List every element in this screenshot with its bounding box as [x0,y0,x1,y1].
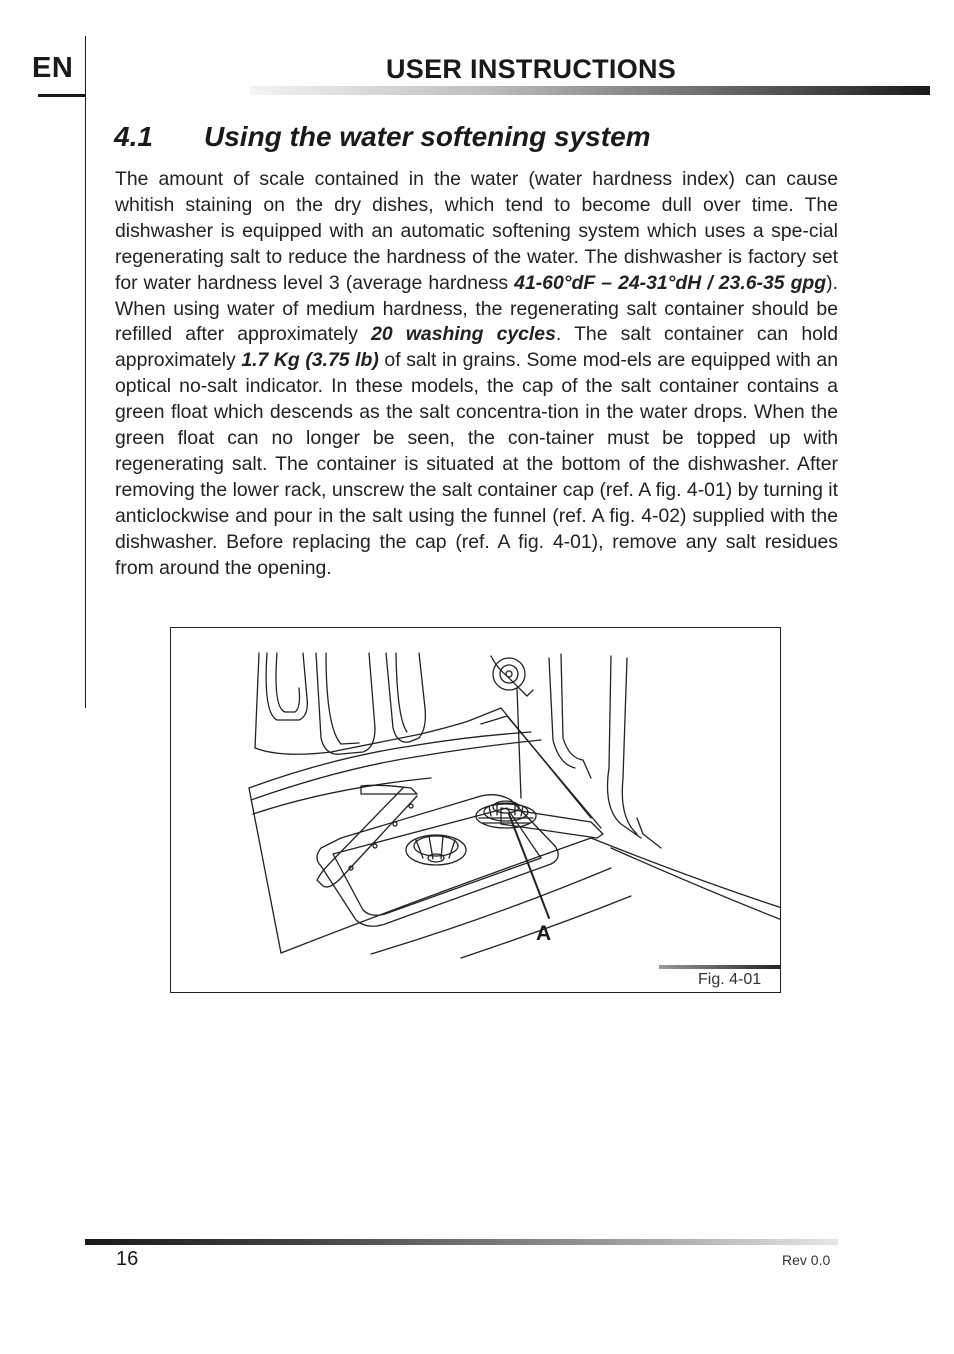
section-number: 4.1 [114,121,153,152]
callout-label-a: A [536,922,552,945]
body-run: ). When using water of medium hardness, the regenerating salt container should be refilled after approximately [115,271,838,346]
side-wall [481,716,601,828]
body-emphasis-hardness: 41-60°dF – 24-31°dH / 23.6-35 gpg [514,271,827,294]
detergent-knob [493,658,525,690]
margin-rule [85,36,86,708]
page-header-title: USER INSTRUCTIONS [386,54,677,84]
tub-left-edge [253,778,431,814]
rack-wire [316,653,375,754]
dishwasher-illustration [171,628,781,993]
section-heading [114,121,651,153]
revision-label: Rev 0.0 [782,1252,831,1268]
footer-gradient-bar [85,1239,838,1245]
filter-well [317,795,558,927]
header-gradient-bar [250,86,930,95]
figure-dishwasher-interior [170,627,781,993]
body-run: . The salt container can hold approximately [115,323,838,372]
door-lip [637,818,661,848]
door-edge [591,838,781,908]
page-number: 16 [116,1248,139,1270]
body-emphasis-cycles: 20 washing cycles [371,323,556,346]
body-paragraph [115,167,838,582]
tub-left-edge [249,788,281,953]
rack-wire [255,720,471,754]
side-wall [622,658,637,834]
rack-wire [396,653,407,732]
body-run: of salt in grains. Some mod-els are equipped with an optical no-salt indicator. In these models, the cap of the salt container contains a green float which descends as the salt concentra-tion in the water drops. When the green float can no longer be seen, the con-tainer must be topped up with regenerating salt. The container is situated at the bottom of the dishwasher. After removing the lower rack, unscrew the salt container cap (ref. A fig. 4-01) by turning it anticlockwise and pour in the salt using the funnel (ref. A fig. 4-02) supplied with the dishwasher. Before replacing the cap (ref. A fig. 4-01), remove any salt residues from around the opening. [115,349,838,579]
side-wall [561,654,591,778]
caption-bar [659,965,781,969]
rack-wire [326,653,359,744]
side-wall [471,708,591,818]
door-edge [611,848,781,920]
figure-caption: Fig. 4-01 [698,971,762,988]
spray-arm [317,788,417,887]
language-code: EN [32,52,74,84]
body-run: The amount of scale contained in the water (water hardness index) can cause whitish staining on the dry dishes, which tend to become dull over time. The dishwasher is equipped with an automatic softening system which uses a spe-cial regenerating salt to reduce the hardness of the water. The dishwasher is factory set for water hardness level 3 (average hardness [115,168,838,294]
body-emphasis-capacity: 1.7 Kg (3.75 lb) [241,349,379,372]
rack-wire [276,653,300,712]
section-title: Using the water softening system [204,121,651,152]
tub-floor-front [371,868,611,954]
detergent-knob-inner [500,665,518,683]
language-underline [38,94,86,97]
